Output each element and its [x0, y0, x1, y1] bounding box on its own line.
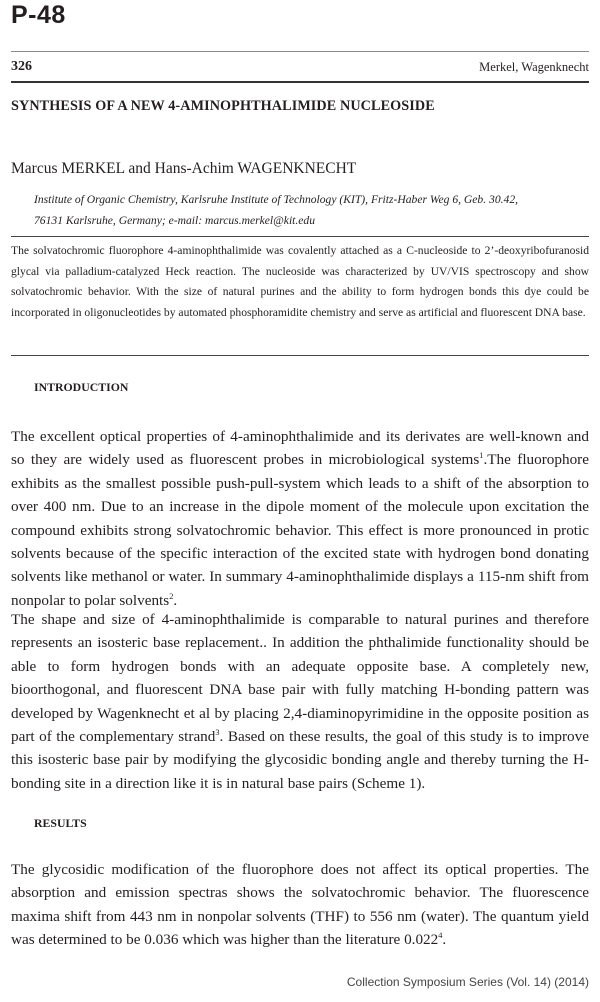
affiliation: [34, 189, 554, 231]
introduction-paragraph-1: [11, 425, 589, 612]
affiliation-line-1: Institute of Organic Chemistry, Karlsruhe Institute of Technology (KIT), Fritz-Haber Weg 6, Geb. 30.42,: [34, 193, 519, 206]
running-authors: Merkel, Wagenknecht: [479, 60, 589, 74]
reference-4: 4: [438, 931, 443, 941]
author-list: Marcus MERKEL and Hans-Achim WAGENKNECHT: [11, 160, 357, 177]
affiliation-line-2: 76131 Karlsruhe, Germany; e-mail: marcus.merkel@kit.edu: [34, 214, 316, 227]
p3-text-b: .: [442, 931, 447, 949]
introduction-paragraph-2: [11, 608, 589, 795]
reference-3: 3: [215, 727, 220, 737]
abstract-text: The solvatochromic fluorophore 4-aminophthalimide was covalently attached as a C-nucleoside to 2’-deoxyribofuranosid glycal via palladium-catalyzed Heck reaction. The nucleoside was characterized by UV/VIS spectroscopy and show solvatochromic behavior. With the size of natural purines and the ability to form hydrogen bonds this dye could be incorporated in oligonucleotides by automated phosphoramidite chemistry and serve as artificial and fluorescent DNA base.: [11, 244, 589, 319]
p1-text-a: The excellent optical properties of 4-aminophthalimide and its derivates are well-known and so they are widely used as fluorescent probes in microbiological systems: [11, 428, 589, 469]
abstract-top-rule: [11, 236, 589, 237]
p3-text-a: The glycosidic modification of the fluorophore does not affect its optical properties. The absorption and emission spectras shows the solvatochromic behavior. The fluorescence maxima shift from 443 nm in nonpolar solvents (THF) to 556 nm (water). The quantum yield was determined to be 0.036 which was higher than the literature 0.022: [11, 861, 589, 949]
p1-text-c: .: [173, 591, 178, 609]
footer-series: Collection Symposium Series (Vol. 14) (2014): [346, 975, 589, 989]
p2-text-a: The shape and size of 4-aminophthalimide is comparable to natural purines and therefore represents an isosteric base replacement.. In addition the phthalimide functionality should be able to form hydrogen bonds with an adequate opposite base. A completely new, bioorthogonal, and fluorescent DNA base pair with fully matching H-bonding pattern was developed by Wagenknecht et al by placing 2,4-diaminopyrimidine in the opposite position as part of the complementary strand: [11, 611, 589, 746]
introduction-heading: INTRODUCTION: [34, 380, 129, 394]
abstract-bottom-rule: [11, 355, 589, 356]
results-heading: RESULTS: [34, 816, 87, 830]
header-rule: [11, 81, 589, 83]
page-number: 326: [11, 59, 32, 74]
reference-2: 2: [169, 591, 174, 601]
results-paragraph: [11, 858, 589, 952]
p2-text-b: . Based on these results, the goal of this study is to improve this isosteric base pair by modifying the glycosidic bonding angle and thereby turning the H-bonding site in a direction like it is in natural base pairs (Scheme 1).: [11, 728, 589, 792]
abstract-code: P-48: [11, 1, 66, 29]
paper-title: SYNTHESIS OF A NEW 4-AMINOPHTHALIMIDE NUCLEOSIDE: [11, 98, 435, 114]
header-divider: [11, 51, 589, 52]
reference-1: 1: [479, 451, 484, 461]
p1-text-b: .The fluorophore exhibits as the smallest possible push-pull-system which leads to a shift of the absorption to over 400 nm. Due to an increase in the dipole moment of the molecule upon excitation the compound exhibits strong solvatochromic behavior. This effect is more pronounced in protic solvents because of the specific interaction of the excited state with hydrogen bond donating solvents like methanol or water. In summary 4-aminophthalimide displays a 115-nm shift from nonpolar to polar solvents: [11, 451, 589, 609]
